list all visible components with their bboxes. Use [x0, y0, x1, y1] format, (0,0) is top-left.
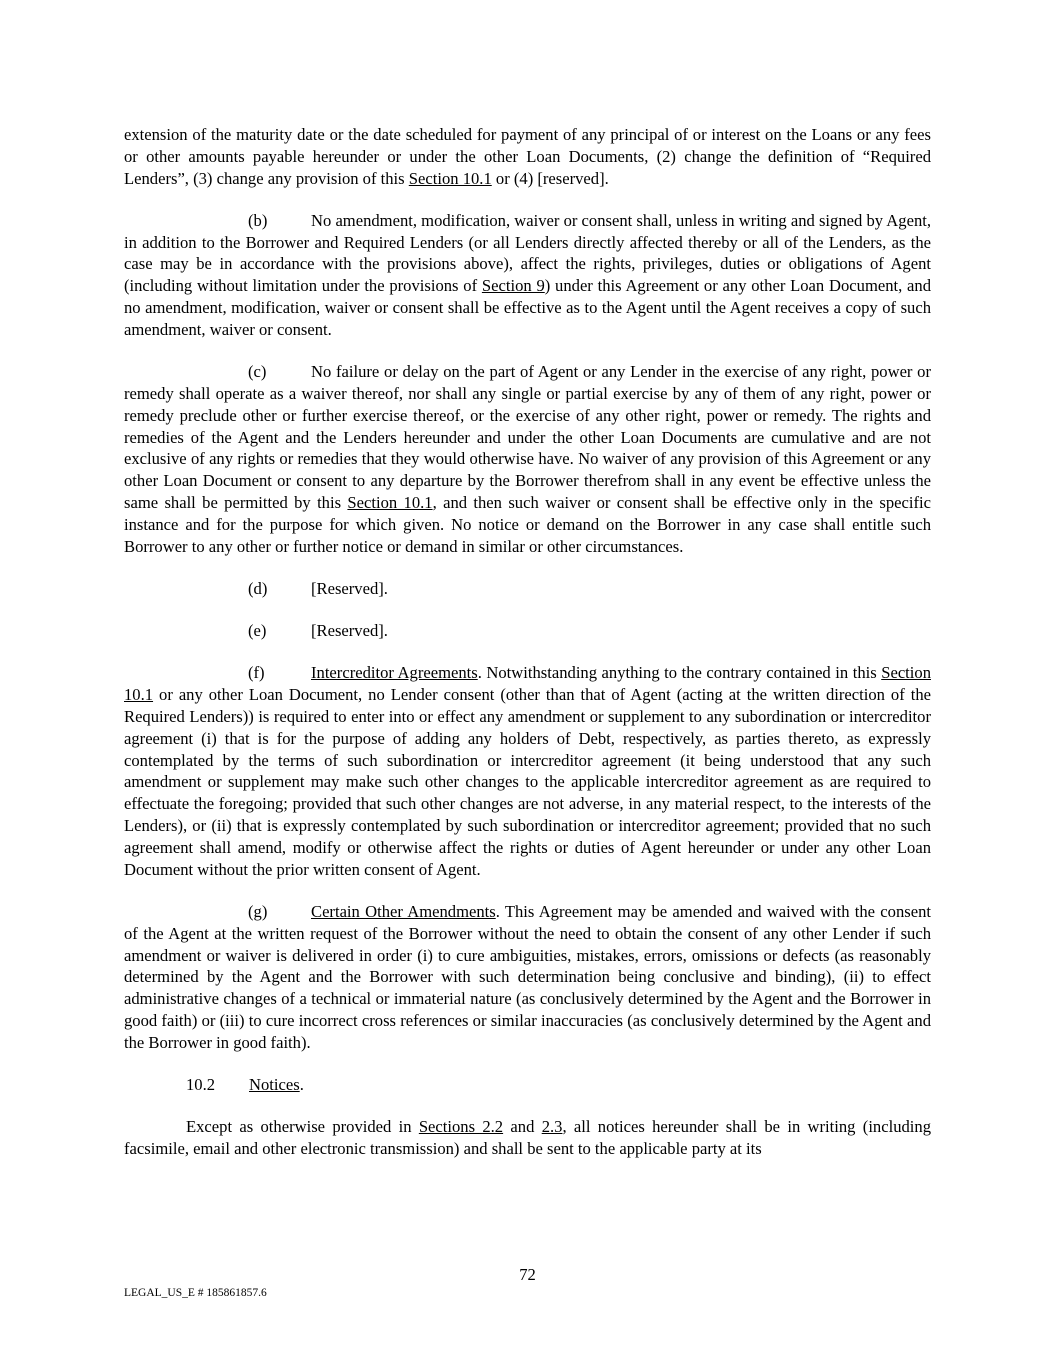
paragraph-text: No failure or delay on the part of Agent or any Lender in the exercise of any right, power or remedy shall operate as a waiver thereof, nor shall any single or partial exercise by any of them of any right, power or remedy preclude other or further exercise thereof, or the exercise of any other right, power or remedy. The rights and remedies of the Agent and the Lenders hereunder and under the other Loan Documents are cumulative and are not exclusive of any rights or remedies that they would otherwise have. No waiver of any provision of this Agreement or any other Loan Document or consent to any departure by the Borrower therefrom shall in any event be effective unless the same shall be permitted by this — [124, 362, 931, 512]
paragraph-d — [124, 578, 931, 600]
section-reference: 2.3 — [541, 1117, 563, 1137]
paragraph-text: [Reserved]. — [311, 621, 388, 641]
page-number: 72 — [519, 1265, 536, 1284]
document-id: LEGAL_US_E # 185861857.6 — [124, 1287, 267, 1299]
paragraph-g — [124, 901, 931, 1054]
section-reference: Section 10.1 — [347, 492, 433, 512]
clause-label: (d) — [248, 578, 268, 598]
paragraph-f — [124, 662, 931, 880]
section-heading-10-2 — [124, 1074, 931, 1096]
paragraph-text: No amendment, modification, waiver or consent shall, unless in writing and signed by Agent, in addition to the Borrower and Required Lenders (or all Lenders directly affected thereby or all of the Lenders, as the case may be in accordance with the provisions above), affect the rights, privileges, duties or obligations of Agent (including without limitation under the provisions of — [124, 210, 931, 296]
paragraph-text: , all notices hereunder shall be in writing (including facsimile, email and other electronic transmission) and shall be sent to the applicable party at its — [124, 1117, 931, 1159]
paragraph-text: Except as otherwise provided in — [186, 1117, 419, 1137]
paragraph-notices — [124, 1116, 931, 1160]
paragraph-e — [124, 620, 931, 642]
section-reference: Section 9 — [481, 276, 545, 296]
section-number: 10.2 — [186, 1074, 216, 1094]
clause-heading: Certain Other Amendments — [311, 901, 496, 921]
clause-heading: Intercreditor Agreements — [311, 663, 478, 683]
paragraph-continuation — [124, 124, 931, 189]
clause-label: (e) — [248, 621, 267, 641]
paragraph-text: or (4) [reserved]. — [491, 168, 609, 188]
paragraph-text: [Reserved]. — [311, 578, 388, 598]
section-reference: Section 10.1 — [124, 663, 931, 705]
paragraph-text: or any other Loan Document, no Lender consent (other than that of Agent (acting at the written direction of the Required Lenders)) is required to enter into or effect any amendment or supplement to any subordination or intercreditor agreement (i) that is for the purpose of adding any holders of Debt, respectively, as parties thereto, as expressly contemplated by the terms of such subordination or intercreditor agreement (it being understood that any such amendment or supplement may make such other changes to the applicable intercreditor agreement as are required to effectuate the foregoing; provided that such other changes are not adverse, in any material respect, to the interests of the Lenders), or (ii) that is expressly contemplated by such subordination or intercreditor agreement; provided that no such agreement shall amend, modify or otherwise affect the rights or duties of Agent hereunder or under any other Loan Document without the prior written consent of Agent. — [124, 685, 931, 879]
clause-label: (c) — [248, 362, 267, 382]
paragraph-text: and — [503, 1117, 542, 1137]
section-title-period: . — [299, 1074, 304, 1094]
paragraph-text: ) under this Agreement or any other Loan Document, and no amendment, modification, waiver or consent shall be effective as to the Agent until the Agent receives a copy of such amendment, waiver or consent. — [124, 276, 932, 339]
paragraph-text: . This Agreement may be amended and waived with the consent of the Agent at the written request of the Borrower without the need to obtain the consent of any other Lender if such amendment or waiver is delivered in order (i) to cure ambiguities, mistakes, errors, omissions or defects (as reasonably determined by the Agent and the Borrower with such determination being conclusive and binding), (ii) to effect administrative changes of a technical or immaterial nature (as conclusively determined by the Agent and the Borrower in good faith) or (iii) to cure incorrect cross references or similar inaccuracies (as conclusively determined by the Agent and the Borrower in good faith). — [124, 901, 931, 1052]
clause-label: (g) — [248, 901, 268, 921]
paragraph-text: , and then such waiver or consent shall be effective only in the specific instance and for the purpose for which given. No notice or demand on the Borrower in any case shall entitle such Borrower to any other or further notice or demand in similar or other circumstances. — [124, 492, 931, 556]
paragraph-b — [124, 210, 931, 341]
clause-label: (b) — [248, 210, 268, 230]
document-body — [124, 124, 931, 1180]
section-reference: Sections 2.2 — [418, 1117, 504, 1137]
paragraph-text: extension of the maturity date or the date scheduled for payment of any principal of or interest on the Loans or any fees or other amounts payable hereunder or under the other Loan Documents, (2) change the definition of “Required Lenders”, (3) change any provision of this — [124, 125, 931, 188]
section-reference: Section 10.1 — [408, 168, 492, 188]
paragraph-c — [124, 361, 931, 557]
paragraph-text: . Notwithstanding anything to the contrary contained in this — [477, 663, 882, 683]
section-title: Notices — [249, 1074, 300, 1094]
clause-label: (f) — [248, 663, 265, 683]
